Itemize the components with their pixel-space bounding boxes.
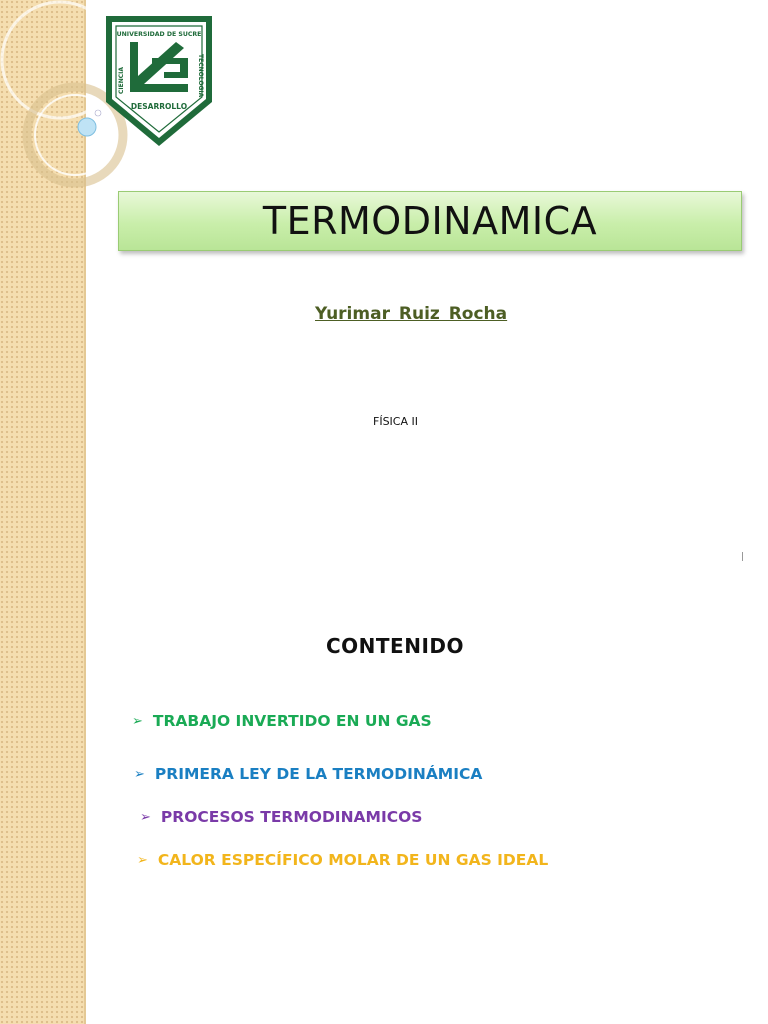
course-name: FÍSICA II [373, 415, 418, 428]
contents-item-primera-ley [134, 765, 482, 783]
stray-mark [742, 552, 743, 561]
contents-item-label: TRABAJO INVERTIDO EN UN GAS [152, 712, 432, 730]
contents-item-label: PRIMERA LEY DE LA TERMODINÁMICA [154, 765, 483, 783]
arrow-bullet-icon: ➢ [140, 809, 151, 825]
logo-top-text: UNIVERSIDAD DE SUCRE [116, 31, 202, 38]
contents-item-label: PROCESOS TERMODINAMICOS [160, 808, 423, 826]
contents-item-label: CALOR ESPECÍFICO MOLAR DE UN GAS IDEAL [157, 851, 549, 869]
contents-item-calor [137, 851, 548, 869]
logo-right-text: TECNOLOGIA [197, 54, 204, 98]
arrow-bullet-icon: ➢ [134, 766, 145, 782]
logo-bottom-text: DESARROLLO [130, 102, 188, 111]
logo-left-text: CIENCIA [118, 66, 125, 94]
arrow-bullet-icon: ➢ [132, 713, 143, 729]
contents-item-trabajo [132, 712, 432, 730]
contents-heading: CONTENIDO [326, 634, 465, 658]
page-title: TERMODINAMICA [262, 199, 598, 243]
contents-item-procesos [140, 808, 422, 826]
title-banner [118, 191, 742, 251]
arrow-bullet-icon: ➢ [137, 852, 148, 868]
author-name: Yurimar Ruiz Rocha [315, 304, 508, 324]
university-shield-logo [104, 14, 214, 148]
